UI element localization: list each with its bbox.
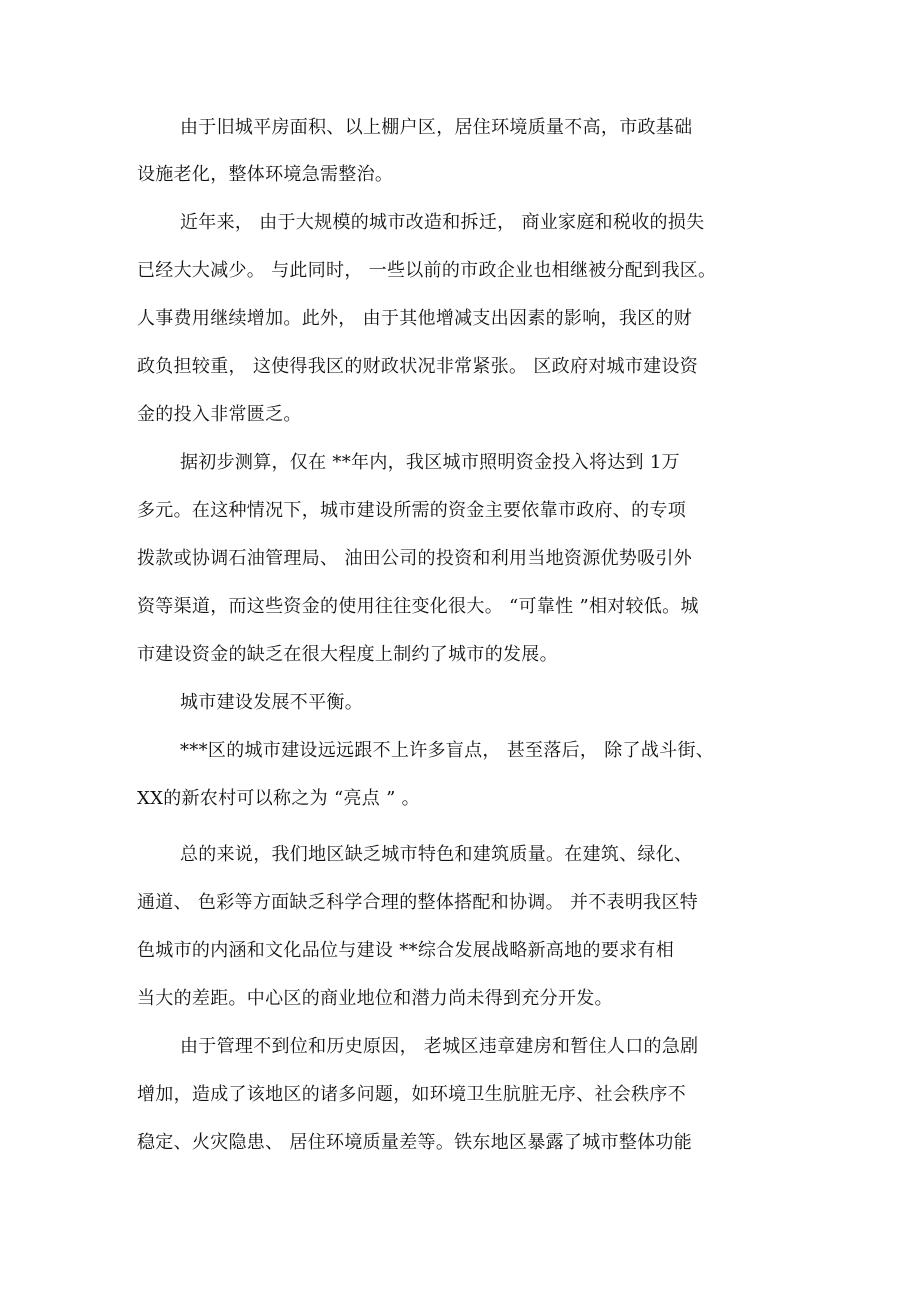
paragraph-4-line-1: 城市建设发展不平衡。: [180, 692, 363, 713]
paragraph-2-line-2: 已经大大减少。 与此同时， 一些以前的市政企业也相继被分配到我区。: [137, 260, 717, 281]
paragraph-5-line-2: XX的新农村可以称之为 “亮点 ” 。: [137, 788, 420, 809]
paragraph-2-line-3: 人事费用继续增加。此外， 由于其他增减支出因素的影响，我区的财: [137, 308, 693, 329]
paragraph-6-line-1: 总的来说，我们地区缺乏城市特色和建筑质量。在建筑、绿化、: [180, 844, 693, 865]
paragraph-7-line-2: 增加，造成了该地区的诸多问题，如环境卫生肮脏无序、社会秩序不: [137, 1084, 686, 1105]
paragraph-2-line-5: 金的投入非常匮乏。: [137, 404, 302, 425]
paragraph-3-line-2: 多元。在这种情况下，城市建设所需的资金主要依靠市政府、的专项: [137, 500, 686, 521]
paragraph-2-line-4: 政负担较重， 这使得我区的财政状况非常紧张。 区政府对城市建设资: [137, 356, 699, 377]
paragraph-5-line-1: ***区的城市建设远远跟不上许多盲点， 甚至落后， 除了战斗街、: [180, 740, 715, 761]
paragraph-3-line-4: 资等渠道，而这些资金的使用往往变化很大。 “可靠性 ”相对较低。城: [137, 596, 699, 617]
paragraph-1-line-1: 由于旧城平房面积、以上棚户区，居住环境质量不高，市政基础: [180, 117, 693, 138]
paragraph-3-line-5: 市建设资金的缺乏在很大程度上制约了城市的发展。: [137, 644, 558, 665]
paragraph-6-line-3: 色城市的内涵和文化品位与建设 **综合发展战略新高地的要求有相: [137, 940, 675, 961]
paragraph-6-line-4: 当大的差距。中心区的商业地位和潜力尚未得到充分开发。: [137, 988, 613, 1009]
paragraph-7-line-1: 由于管理不到位和历史原因， 老城区违章建房和暂住人口的急剧: [180, 1036, 699, 1057]
paragraph-1-line-2: 设施老化，整体环境急需整治。: [137, 164, 394, 185]
paragraph-6-line-2: 通道、 色彩等方面缺乏科学合理的整体搭配和协调。 并不表明我区特: [137, 892, 699, 913]
paragraph-2-line-1: 近年来， 由于大规模的城市改造和拆迁， 商业家庭和税收的损失: [180, 212, 705, 233]
paragraph-7-line-3: 稳定、火灾隐患、 居住环境质量差等。铁东地区暴露了城市整体功能: [137, 1132, 693, 1153]
paragraph-3-line-3: 拨款或协调石油管理局、 油田公司的投资和利用当地资源优势吸引外: [137, 548, 693, 569]
paragraph-3-line-1: 据初步测算，仅在 **年内，我区城市照明资金投入将达到 1万: [180, 452, 680, 473]
